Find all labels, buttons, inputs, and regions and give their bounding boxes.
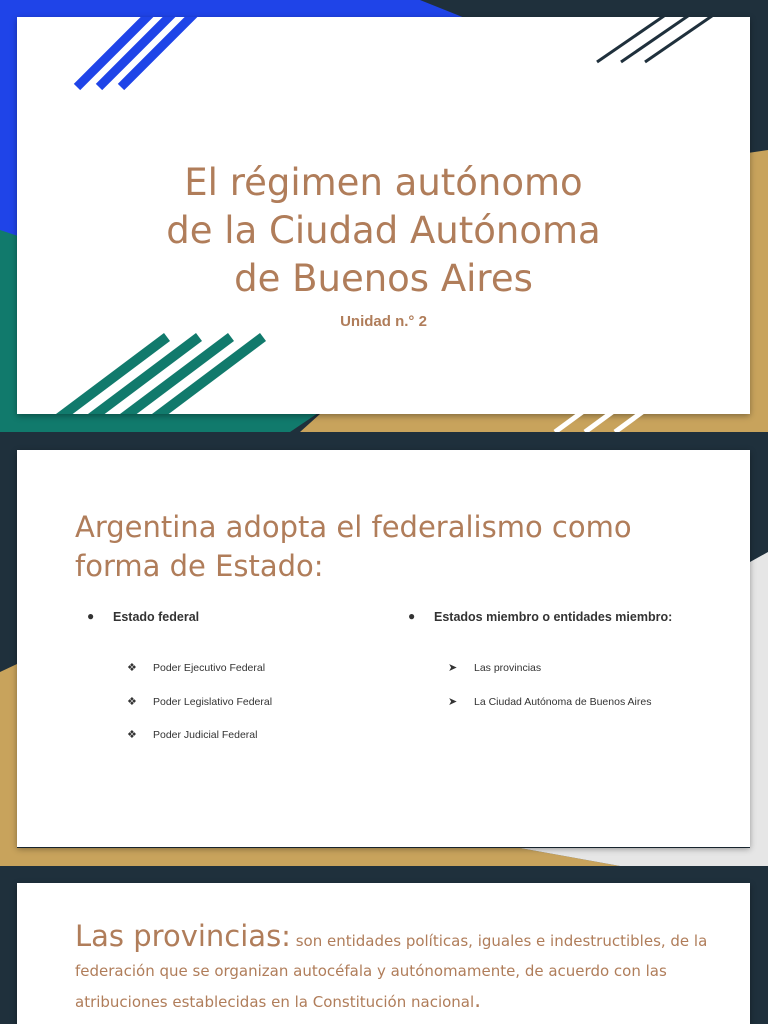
slide-1 [0,0,768,432]
slide-1-title-line: de Buenos Aires [234,257,533,300]
list-heading-label: Estados miembro o entidades miembro: [434,610,673,624]
slide-1-subtitle: Unidad n.° 2 [340,313,427,330]
list-item-label: Poder Legislativo Federal [153,695,273,708]
slide-2-title [75,508,675,586]
list-heading-label: Estado federal [113,610,200,624]
paragraph-body: son entidades políticas, iguales e indestructibles, de la federación que se organizan autocéfala y autónomamente, de acuerdo con las atribuciones establecidas en la Constitución nacional [75,932,708,1011]
slide-1-title-line: de la Ciudad Autónoma [166,209,601,252]
filled-circle-icon: ● [87,609,95,623]
slide-2-card [17,450,750,847]
filled-circle-icon: ● [408,609,416,623]
slide-3-card [17,883,750,1024]
diamond-dots-icon: ❖ [127,662,137,674]
slide-2-title-line: Argentina adopta el federalismo como [75,510,632,544]
arrowhead-icon: ➤ [448,662,458,674]
list-item [75,729,272,763]
slide-1-title-line: El régimen autónomo [184,161,583,204]
list-item [75,696,272,730]
list-item [75,662,272,696]
list-item-label: Poder Ejecutivo Federal [153,662,266,674]
sublist [396,662,672,729]
diamond-dots-icon: ❖ [127,729,137,741]
slide-1-title [17,159,750,303]
provincias-paragraph [75,921,715,1017]
arrowhead-icon: ➤ [448,695,458,708]
slide-2 [0,432,768,866]
list-item [396,662,672,696]
left-column [75,610,272,763]
sublist [75,662,272,763]
paragraph-end-mark: . [474,988,482,1013]
diamond-dots-icon: ❖ [127,695,137,708]
paragraph-lead: Las provincias: [75,919,291,953]
slide-1-card [17,17,750,414]
list-item-label: La Ciudad Autónoma de Buenos Aires [474,695,652,708]
list-heading [396,610,672,630]
right-column [396,610,672,729]
list-heading [75,610,272,630]
list-item-label: Poder Judicial Federal [153,729,258,741]
slide-2-title-line: forma de Estado: [75,549,324,583]
list-item-label: Las provincias [474,662,542,674]
list-item [396,696,672,730]
slide-3 [0,866,768,1024]
